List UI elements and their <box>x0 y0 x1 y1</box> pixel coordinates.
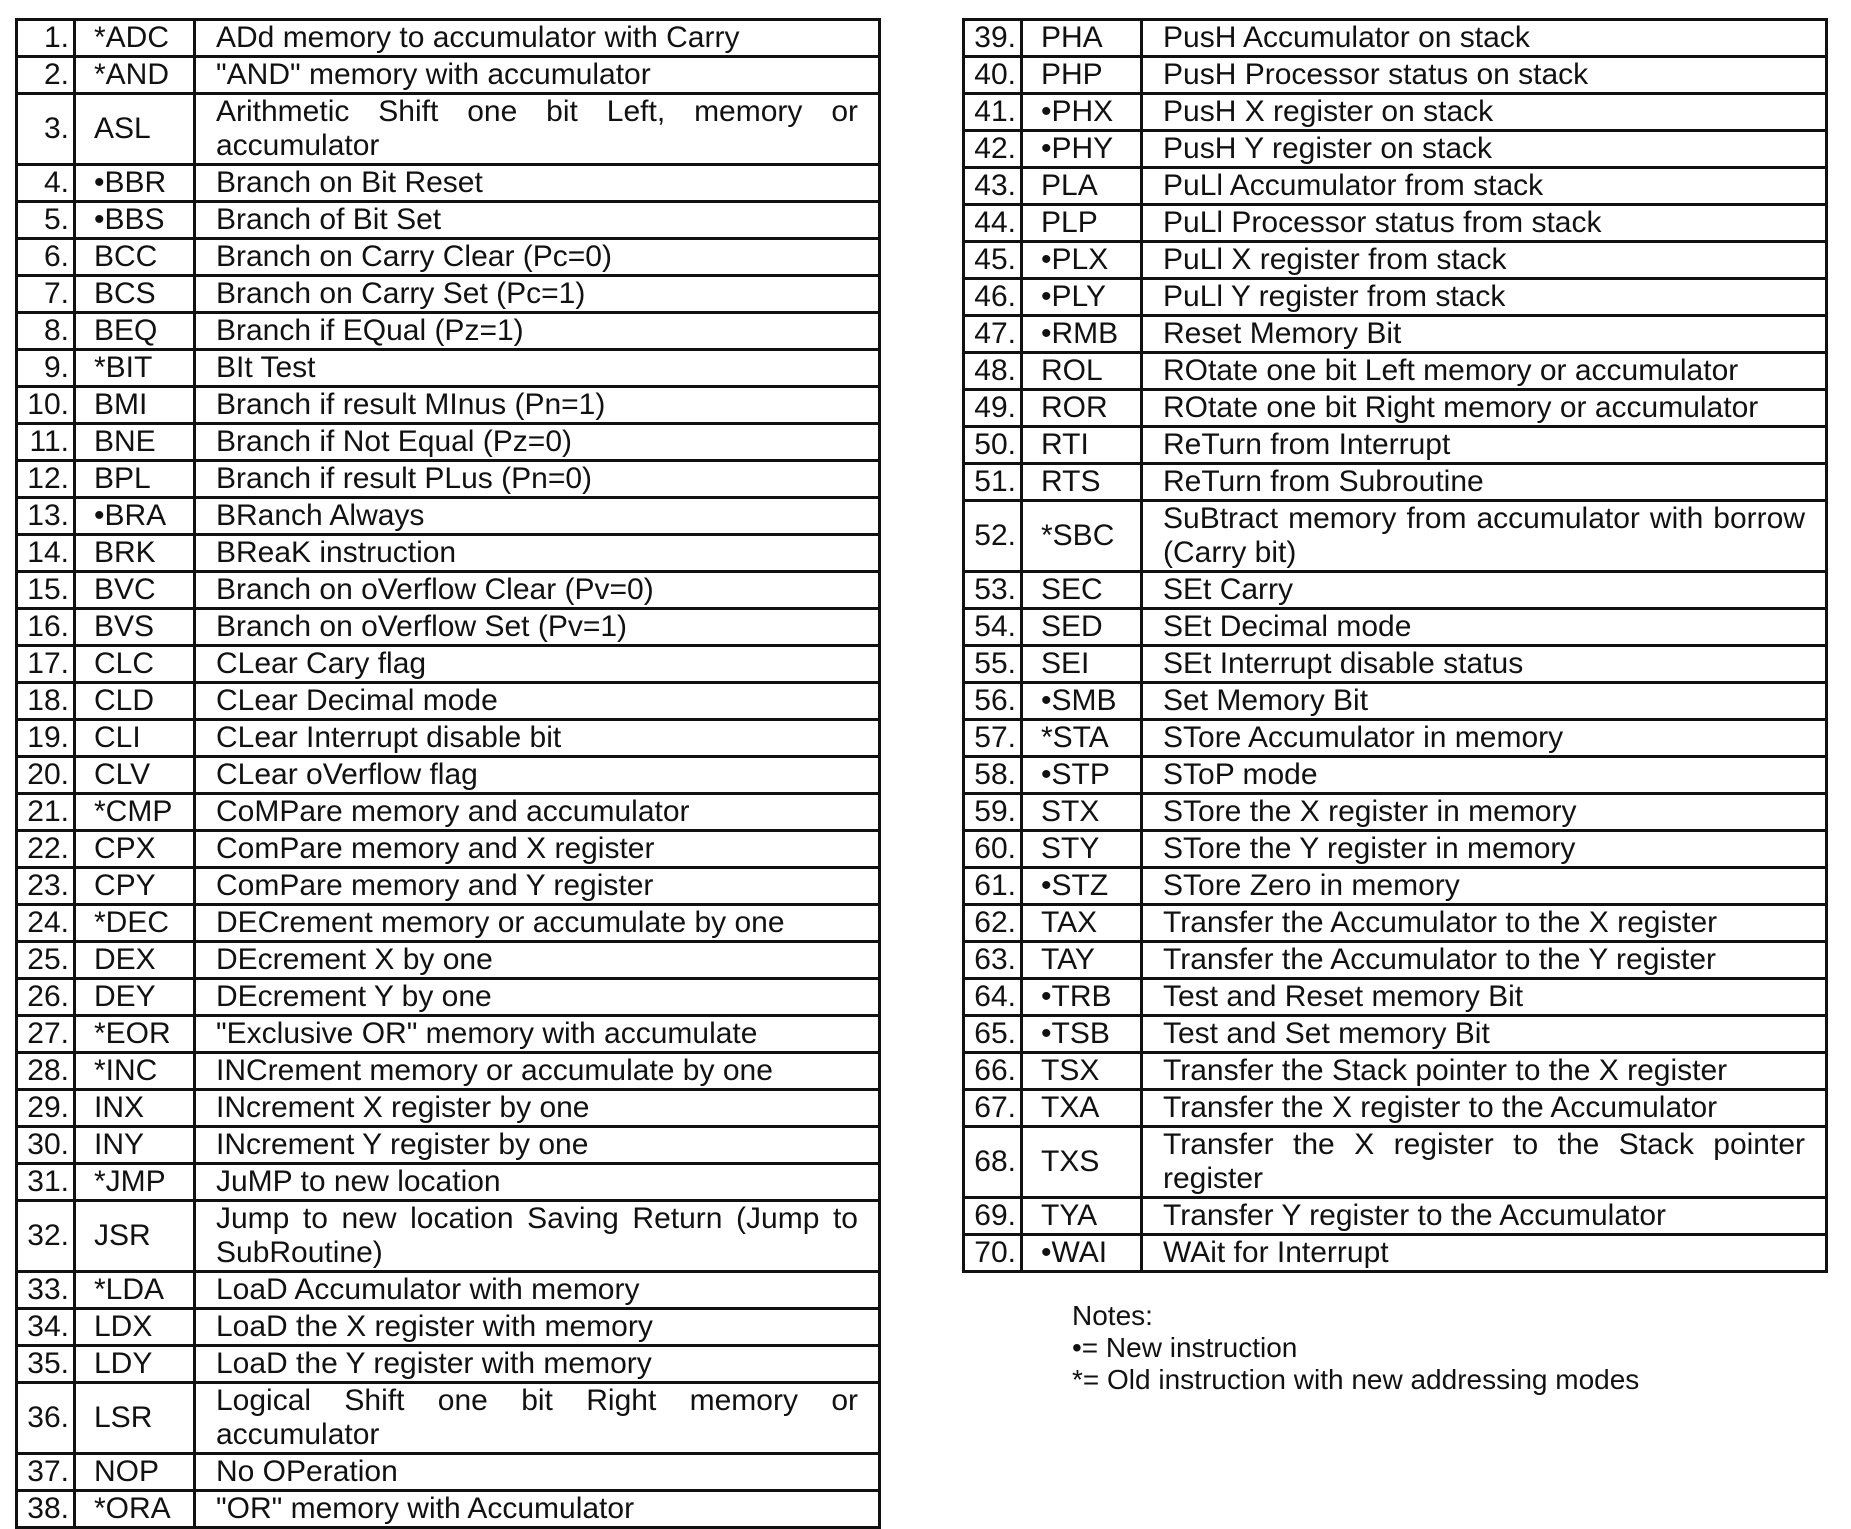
instruction-mnemonic: *STA <box>1022 720 1142 757</box>
instruction-number: 59. <box>964 794 1022 831</box>
instruction-number: 47. <box>964 316 1022 353</box>
instruction-description: Branch if result MInus (Pn=1) <box>195 387 880 424</box>
instruction-mnemonic: BNE <box>75 424 195 461</box>
instruction-number: 63. <box>964 942 1022 979</box>
instruction-number: 1. <box>17 20 75 57</box>
table-row <box>17 979 880 1016</box>
table-row <box>964 905 1827 942</box>
instruction-description: Logical Shift one bit Right memory or accumulator <box>195 1383 880 1454</box>
instruction-mnemonic: PLP <box>1022 205 1142 242</box>
instruction-description: JuMP to new location <box>195 1164 880 1201</box>
instruction-number: 62. <box>964 905 1022 942</box>
note-new-instruction: •= New instruction <box>1072 1332 1298 1363</box>
instruction-description: Branch if result PLus (Pn=0) <box>195 461 880 498</box>
instruction-mnemonic: •TSB <box>1022 1016 1142 1053</box>
table-row <box>17 57 880 94</box>
instruction-description: Branch on Carry Clear (Pc=0) <box>195 239 880 276</box>
instruction-description: INcrement Y register by one <box>195 1127 880 1164</box>
instruction-mnemonic: BVC <box>75 572 195 609</box>
table-row <box>964 316 1827 353</box>
instruction-mnemonic: BEQ <box>75 313 195 350</box>
instruction-number: 65. <box>964 1016 1022 1053</box>
instruction-mnemonic: BCS <box>75 276 195 313</box>
instruction-number: 6. <box>17 239 75 276</box>
instruction-mnemonic: *INC <box>75 1053 195 1090</box>
table-row <box>17 794 880 831</box>
instruction-number: 5. <box>17 202 75 239</box>
instruction-mnemonic: INY <box>75 1127 195 1164</box>
table-row <box>17 1164 880 1201</box>
table-row <box>964 205 1827 242</box>
instruction-number: 41. <box>964 94 1022 131</box>
instruction-mnemonic: JSR <box>75 1201 195 1272</box>
instruction-description: PuLl Processor status from stack <box>1142 205 1827 242</box>
table-row <box>17 239 880 276</box>
table-row <box>17 609 880 646</box>
table-row <box>17 498 880 535</box>
instruction-mnemonic: PHA <box>1022 20 1142 57</box>
table-row <box>964 572 1827 609</box>
instruction-description: CLear Decimal mode <box>195 683 880 720</box>
instruction-description: CoMPare memory and accumulator <box>195 794 880 831</box>
instruction-mnemonic: ROL <box>1022 353 1142 390</box>
instruction-number: 19. <box>17 720 75 757</box>
table-row <box>964 942 1827 979</box>
instruction-number: 21. <box>17 794 75 831</box>
notes-block <box>1072 1300 1639 1396</box>
instruction-number: 44. <box>964 205 1022 242</box>
instruction-number: 56. <box>964 683 1022 720</box>
instruction-number: 70. <box>964 1235 1022 1272</box>
table-row <box>17 1383 880 1454</box>
instruction-mnemonic: CLV <box>75 757 195 794</box>
table-row <box>17 1309 880 1346</box>
instruction-mnemonic: •BRA <box>75 498 195 535</box>
instruction-number: 49. <box>964 390 1022 427</box>
instruction-mnemonic: INX <box>75 1090 195 1127</box>
instruction-description: Transfer the X register to the Stack pointer register <box>1142 1127 1827 1198</box>
instruction-description: "AND" memory with accumulator <box>195 57 880 94</box>
instruction-mnemonic: •STP <box>1022 757 1142 794</box>
table-row <box>964 868 1827 905</box>
table-row <box>17 1201 880 1272</box>
instruction-mnemonic: CPY <box>75 868 195 905</box>
table-row <box>964 1235 1827 1272</box>
instruction-mnemonic: BRK <box>75 535 195 572</box>
instruction-mnemonic: TAX <box>1022 905 1142 942</box>
instruction-number: 10. <box>17 387 75 424</box>
table-row <box>964 464 1827 501</box>
instruction-description: "Exclusive OR" memory with accumulate <box>195 1016 880 1053</box>
table-row <box>964 131 1827 168</box>
instruction-number: 30. <box>17 1127 75 1164</box>
instruction-number: 69. <box>964 1198 1022 1235</box>
instruction-number: 52. <box>964 501 1022 572</box>
table-row <box>17 942 880 979</box>
instruction-description: Transfer the Accumulator to the X register <box>1142 905 1827 942</box>
instruction-description: DEcrement Y by one <box>195 979 880 1016</box>
instruction-number: 38. <box>17 1491 75 1528</box>
instruction-mnemonic: CPX <box>75 831 195 868</box>
table-row <box>17 683 880 720</box>
instruction-description: No OPeration <box>195 1454 880 1491</box>
instruction-number: 12. <box>17 461 75 498</box>
instruction-number: 8. <box>17 313 75 350</box>
instruction-number: 61. <box>964 868 1022 905</box>
instruction-number: 9. <box>17 350 75 387</box>
instruction-description: INCrement memory or accumulate by one <box>195 1053 880 1090</box>
instruction-number: 7. <box>17 276 75 313</box>
instruction-number: 50. <box>964 427 1022 464</box>
table-row <box>17 461 880 498</box>
instruction-number: 39. <box>964 20 1022 57</box>
instruction-description: Transfer the Stack pointer to the X register <box>1142 1053 1827 1090</box>
instruction-mnemonic: DEY <box>75 979 195 1016</box>
instruction-description: Test and Reset memory Bit <box>1142 979 1827 1016</box>
table-row <box>964 501 1827 572</box>
instruction-description: PusH X register on stack <box>1142 94 1827 131</box>
table-row <box>964 168 1827 205</box>
instruction-description: Branch if Not Equal (Pz=0) <box>195 424 880 461</box>
instruction-description: Branch if EQual (Pz=1) <box>195 313 880 350</box>
instruction-number: 13. <box>17 498 75 535</box>
instruction-description: PusH Y register on stack <box>1142 131 1827 168</box>
instruction-number: 29. <box>17 1090 75 1127</box>
instruction-number: 33. <box>17 1272 75 1309</box>
instruction-number: 48. <box>964 353 1022 390</box>
table-row <box>964 646 1827 683</box>
instruction-number: 32. <box>17 1201 75 1272</box>
instruction-description: Branch on oVerflow Clear (Pv=0) <box>195 572 880 609</box>
table-row <box>17 424 880 461</box>
instruction-mnemonic: SED <box>1022 609 1142 646</box>
instruction-description: ReTurn from Subroutine <box>1142 464 1827 501</box>
instruction-mnemonic: •PLX <box>1022 242 1142 279</box>
instruction-description: Arithmetic Shift one bit Left, memory or accumulator <box>195 94 880 165</box>
instruction-mnemonic: NOP <box>75 1454 195 1491</box>
instruction-mnemonic: *SBC <box>1022 501 1142 572</box>
instruction-mnemonic: STX <box>1022 794 1142 831</box>
instruction-description: SEt Interrupt disable status <box>1142 646 1827 683</box>
instruction-mnemonic: BVS <box>75 609 195 646</box>
instruction-mnemonic: ROR <box>1022 390 1142 427</box>
instruction-description: SToP mode <box>1142 757 1827 794</box>
instruction-mnemonic: CLC <box>75 646 195 683</box>
instruction-number: 45. <box>964 242 1022 279</box>
table-row <box>964 720 1827 757</box>
table-row <box>17 535 880 572</box>
instruction-table-left <box>15 18 881 1529</box>
instruction-description: Transfer Y register to the Accumulator <box>1142 1198 1827 1235</box>
instruction-number: 46. <box>964 279 1022 316</box>
instruction-mnemonic: CLD <box>75 683 195 720</box>
table-row <box>17 720 880 757</box>
instruction-number: 3. <box>17 94 75 165</box>
instruction-description: Branch on Bit Reset <box>195 165 880 202</box>
instruction-mnemonic: RTI <box>1022 427 1142 464</box>
instruction-number: 42. <box>964 131 1022 168</box>
instruction-description: SEt Decimal mode <box>1142 609 1827 646</box>
instruction-number: 15. <box>17 572 75 609</box>
instruction-description: BReaK instruction <box>195 535 880 572</box>
table-row <box>17 868 880 905</box>
table-row <box>964 353 1827 390</box>
instruction-number: 66. <box>964 1053 1022 1090</box>
instruction-mnemonic: TSX <box>1022 1053 1142 1090</box>
table-row <box>964 242 1827 279</box>
instruction-number: 37. <box>17 1454 75 1491</box>
instruction-description: PusH Processor status on stack <box>1142 57 1827 94</box>
instruction-mnemonic: *CMP <box>75 794 195 831</box>
table-row <box>17 350 880 387</box>
instruction-mnemonic: LDX <box>75 1309 195 1346</box>
instruction-number: 16. <box>17 609 75 646</box>
instruction-description: PusH Accumulator on stack <box>1142 20 1827 57</box>
note-old-instruction: *= Old instruction with new addressing modes <box>1072 1364 1640 1395</box>
table-row <box>964 1090 1827 1127</box>
table-row <box>17 757 880 794</box>
instruction-mnemonic: DEX <box>75 942 195 979</box>
instruction-description: Jump to new location Saving Return (Jump to SubRoutine) <box>195 1201 880 1272</box>
table-row <box>964 831 1827 868</box>
instruction-description: CLear Interrupt disable bit <box>195 720 880 757</box>
instruction-mnemonic: •STZ <box>1022 868 1142 905</box>
table-row <box>17 1053 880 1090</box>
table-row <box>17 905 880 942</box>
table-row <box>17 165 880 202</box>
instruction-number: 4. <box>17 165 75 202</box>
table-row <box>17 94 880 165</box>
table-row <box>964 57 1827 94</box>
instruction-number: 40. <box>964 57 1022 94</box>
instruction-number: 36. <box>17 1383 75 1454</box>
instruction-description: Set Memory Bit <box>1142 683 1827 720</box>
instruction-number: 14. <box>17 535 75 572</box>
instruction-number: 25. <box>17 942 75 979</box>
instruction-description: CLear Cary flag <box>195 646 880 683</box>
table-row <box>964 20 1827 57</box>
table-row <box>964 683 1827 720</box>
instruction-number: 23. <box>17 868 75 905</box>
instruction-number: 64. <box>964 979 1022 1016</box>
instruction-number: 54. <box>964 609 1022 646</box>
instruction-mnemonic: TXS <box>1022 1127 1142 1198</box>
table-row <box>964 279 1827 316</box>
instruction-mnemonic: LDY <box>75 1346 195 1383</box>
instruction-mnemonic: SEC <box>1022 572 1142 609</box>
instruction-mnemonic: PLA <box>1022 168 1142 205</box>
instruction-mnemonic: •PHX <box>1022 94 1142 131</box>
instruction-mnemonic: •SMB <box>1022 683 1142 720</box>
instruction-number: 67. <box>964 1090 1022 1127</box>
instruction-description: DECrement memory or accumulate by one <box>195 905 880 942</box>
instruction-description: ComPare memory and X register <box>195 831 880 868</box>
instruction-description: WAit for Interrupt <box>1142 1235 1827 1272</box>
table-row <box>964 1127 1827 1198</box>
instruction-mnemonic: RTS <box>1022 464 1142 501</box>
table-row <box>964 757 1827 794</box>
instruction-description: STore the Y register in memory <box>1142 831 1827 868</box>
instruction-mnemonic: *AND <box>75 57 195 94</box>
instruction-description: CLear oVerflow flag <box>195 757 880 794</box>
table-row <box>964 390 1827 427</box>
instruction-mnemonic: BCC <box>75 239 195 276</box>
instruction-description: INcrement X register by one <box>195 1090 880 1127</box>
instruction-mnemonic: *ORA <box>75 1491 195 1528</box>
table-row <box>17 20 880 57</box>
instruction-description: BIt Test <box>195 350 880 387</box>
instruction-description: STore the X register in memory <box>1142 794 1827 831</box>
table-row <box>17 572 880 609</box>
table-row <box>964 94 1827 131</box>
instruction-description: STore Accumulator in memory <box>1142 720 1827 757</box>
instruction-description: Branch on Carry Set (Pc=1) <box>195 276 880 313</box>
instruction-number: 24. <box>17 905 75 942</box>
table-row <box>964 1198 1827 1235</box>
instruction-description: Branch of Bit Set <box>195 202 880 239</box>
instruction-mnemonic: TAY <box>1022 942 1142 979</box>
instruction-mnemonic: ASL <box>75 94 195 165</box>
instruction-mnemonic: BMI <box>75 387 195 424</box>
instruction-description: Test and Set memory Bit <box>1142 1016 1827 1053</box>
instruction-number: 18. <box>17 683 75 720</box>
instruction-number: 22. <box>17 831 75 868</box>
instruction-description: Branch on oVerflow Set (Pv=1) <box>195 609 880 646</box>
instruction-mnemonic: •TRB <box>1022 979 1142 1016</box>
instruction-description: ComPare memory and Y register <box>195 868 880 905</box>
instruction-number: 35. <box>17 1346 75 1383</box>
instruction-mnemonic: •BBR <box>75 165 195 202</box>
instruction-number: 27. <box>17 1016 75 1053</box>
instruction-number: 58. <box>964 757 1022 794</box>
table-row <box>17 831 880 868</box>
instruction-mnemonic: LSR <box>75 1383 195 1454</box>
instruction-mnemonic: *EOR <box>75 1016 195 1053</box>
instruction-mnemonic: *JMP <box>75 1164 195 1201</box>
instruction-mnemonic: PHP <box>1022 57 1142 94</box>
table-row <box>964 979 1827 1016</box>
instruction-number: 28. <box>17 1053 75 1090</box>
instruction-mnemonic: •PLY <box>1022 279 1142 316</box>
instruction-description: Reset Memory Bit <box>1142 316 1827 353</box>
instruction-mnemonic: *DEC <box>75 905 195 942</box>
instruction-mnemonic: •WAI <box>1022 1235 1142 1272</box>
instruction-number: 43. <box>964 168 1022 205</box>
instruction-number: 2. <box>17 57 75 94</box>
table-row <box>964 1016 1827 1053</box>
instruction-description: Transfer the X register to the Accumulator <box>1142 1090 1827 1127</box>
instruction-number: 34. <box>17 1309 75 1346</box>
table-row <box>17 202 880 239</box>
table-row <box>17 313 880 350</box>
instruction-number: 60. <box>964 831 1022 868</box>
table-row <box>17 1272 880 1309</box>
instruction-mnemonic: •PHY <box>1022 131 1142 168</box>
instruction-mnemonic: TYA <box>1022 1198 1142 1235</box>
instruction-description: LoaD the X register with memory <box>195 1309 880 1346</box>
instruction-description: Transfer the Accumulator to the Y register <box>1142 942 1827 979</box>
instruction-description: ROtate one bit Right memory or accumulator <box>1142 390 1827 427</box>
instruction-mnemonic: BPL <box>75 461 195 498</box>
instruction-table-right <box>962 18 1828 1273</box>
instruction-description: DEcrement X by one <box>195 942 880 979</box>
instruction-description: ROtate one bit Left memory or accumulator <box>1142 353 1827 390</box>
instruction-description: BRanch Always <box>195 498 880 535</box>
table-row <box>17 387 880 424</box>
instruction-number: 20. <box>17 757 75 794</box>
instruction-number: 68. <box>964 1127 1022 1198</box>
instruction-mnemonic: STY <box>1022 831 1142 868</box>
table-row <box>964 427 1827 464</box>
instruction-description: "OR" memory with Accumulator <box>195 1491 880 1528</box>
instruction-mnemonic: TXA <box>1022 1090 1142 1127</box>
instruction-number: 53. <box>964 572 1022 609</box>
instruction-number: 55. <box>964 646 1022 683</box>
instruction-number: 31. <box>17 1164 75 1201</box>
instruction-description: LoaD the Y register with memory <box>195 1346 880 1383</box>
table-row <box>17 1346 880 1383</box>
instruction-mnemonic: *BIT <box>75 350 195 387</box>
instruction-number: 26. <box>17 979 75 1016</box>
table-row <box>964 794 1827 831</box>
table-row <box>17 1090 880 1127</box>
table-row <box>17 646 880 683</box>
instruction-description: SuBtract memory from accumulator with borrow (Carry bit) <box>1142 501 1827 572</box>
instruction-number: 57. <box>964 720 1022 757</box>
table-row <box>17 1127 880 1164</box>
instruction-mnemonic: SEI <box>1022 646 1142 683</box>
table-row <box>17 1454 880 1491</box>
instruction-description: PuLl Accumulator from stack <box>1142 168 1827 205</box>
table-row <box>964 1053 1827 1090</box>
instruction-mnemonic: •BBS <box>75 202 195 239</box>
instruction-description: LoaD Accumulator with memory <box>195 1272 880 1309</box>
instruction-description: STore Zero in memory <box>1142 868 1827 905</box>
instruction-description: SEt Carry <box>1142 572 1827 609</box>
instruction-mnemonic: *ADC <box>75 20 195 57</box>
instruction-mnemonic: •RMB <box>1022 316 1142 353</box>
table-row <box>964 609 1827 646</box>
instruction-description: PuLl Y register from stack <box>1142 279 1827 316</box>
table-row <box>17 1016 880 1053</box>
instruction-number: 17. <box>17 646 75 683</box>
instruction-description: ReTurn from Interrupt <box>1142 427 1827 464</box>
instruction-mnemonic: CLI <box>75 720 195 757</box>
instruction-mnemonic: *LDA <box>75 1272 195 1309</box>
notes-title: Notes: <box>1072 1300 1153 1331</box>
instruction-number: 51. <box>964 464 1022 501</box>
instruction-number: 11. <box>17 424 75 461</box>
instruction-description: PuLl X register from stack <box>1142 242 1827 279</box>
table-row <box>17 276 880 313</box>
instruction-description: ADd memory to accumulator with Carry <box>195 20 880 57</box>
